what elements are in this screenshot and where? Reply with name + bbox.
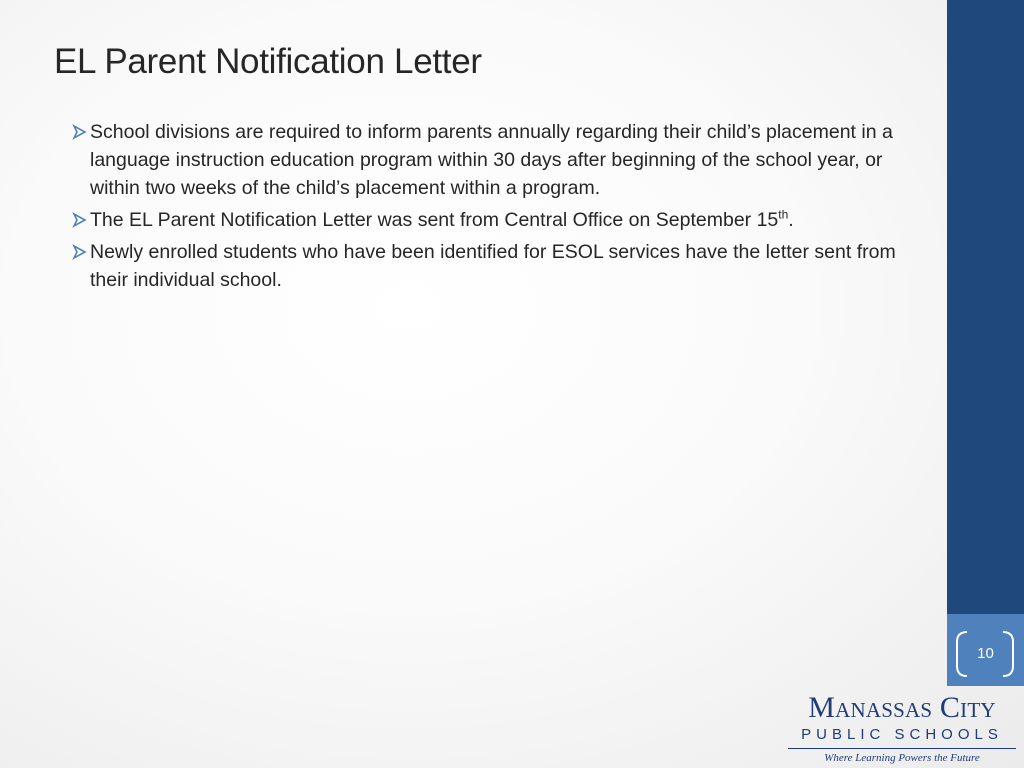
bullet-item — [72, 118, 902, 202]
page-number: 10 — [977, 645, 994, 662]
logo-tagline: Where Learning Powers the Future — [824, 752, 980, 764]
slide-title: EL Parent Notification Letter — [54, 42, 482, 81]
bullet-item — [72, 206, 902, 234]
arrow-bullet-icon — [72, 244, 88, 260]
bullet-item — [72, 238, 902, 294]
logo-divider — [788, 748, 1016, 749]
bullet-list — [72, 118, 902, 298]
bullet-text: School divisions are required to inform parents annually regarding their child’s placement in a language instruction education program within 30 days after beginning of the school year, or within two weeks of the child’s placement within a program. — [90, 121, 893, 199]
logo-subtitle: PUBLIC SCHOOLS — [801, 726, 1003, 743]
bullet-tail: . — [788, 209, 794, 231]
arrow-bullet-icon — [72, 124, 88, 140]
sidebar-band — [947, 0, 1024, 614]
ordinal-suffix: th — [778, 207, 789, 222]
bullet-text: The EL Parent Notification Letter was sent from Central Office on September 15 — [90, 209, 779, 231]
page-number-box — [947, 614, 1024, 686]
arrow-bullet-icon — [72, 212, 88, 228]
school-logo — [780, 688, 1024, 768]
logo-name: Manassas City — [808, 691, 996, 724]
bullet-text: Newly enrolled students who have been identified for ESOL services have the letter sent from their individual school. — [90, 241, 896, 291]
